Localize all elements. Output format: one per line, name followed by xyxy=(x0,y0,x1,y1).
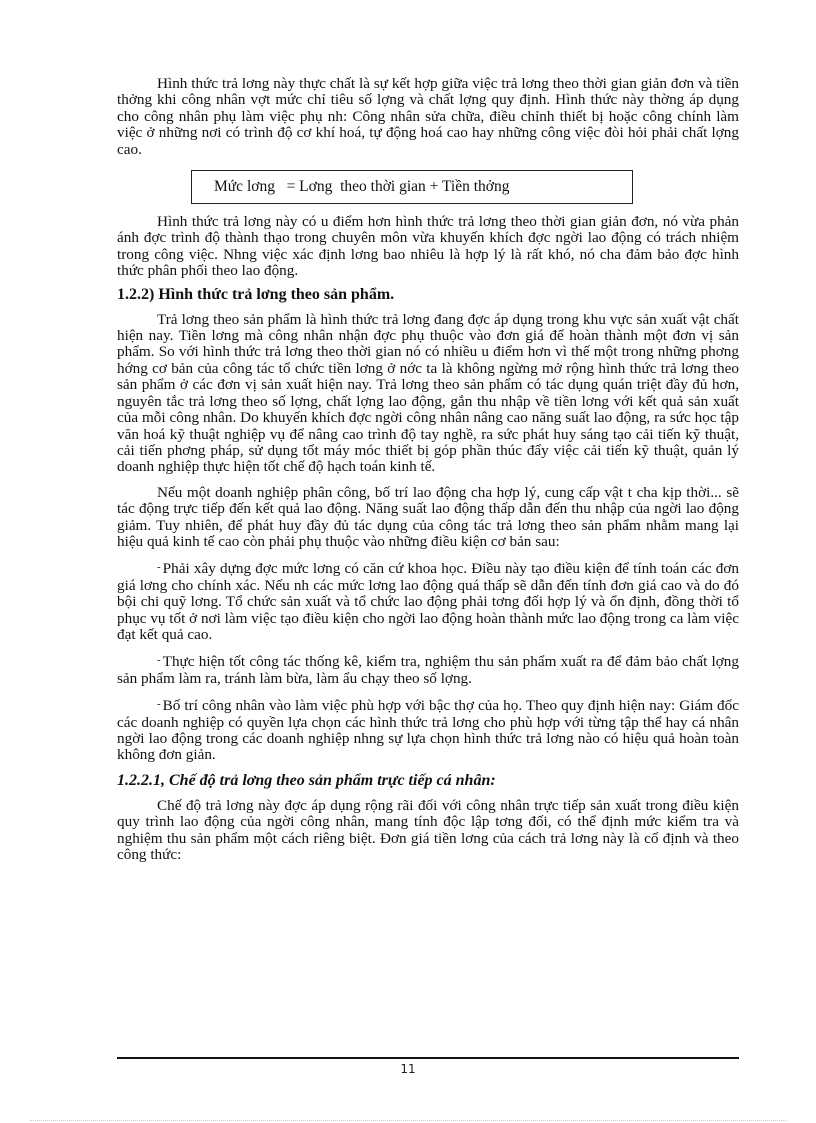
bullet-mark: - xyxy=(157,561,161,574)
paragraph-direct-piece-rate: Chế độ trả lơng này đợc áp dụng rộng rãi đối với công nhân trực tiếp sản xuất trong điều kiện quy trình lao động của ngời công nhân, mang tính độc lập tơng đối, có thể định mức kiểm tra và nghiệm thu sản phẩm một cách riêng biệt. Đơn giá tiền lơng của cách trả lơng này là cố định và theo công thức: xyxy=(117,796,739,864)
footer-divider xyxy=(117,1057,739,1059)
paragraph-advantage: Hình thức trả lơng này có u điểm hơn hình thức trả lơng theo thời gian giản đơn, nó vừa phản ánh đợc trình độ thành thạo trong chuyên môn vừa khuyến khích đợc ngời lao động có trách nhiệm trong công việc. Nhng việc xác định lơng bao nhiêu là hợp lý là rất khó, nó cha đảm bảo đợc hình thức phân phối theo lao động. xyxy=(117,213,739,280)
bullet-text: Bố trí công nhân vào làm việc phù hợp với bậc thợ của họ. Theo quy định hiện nay: Giám đốc các doanh nghiệp có quyền lựa chọn các hình thức trả lơng cho phù hợp với từng tập thể hay cá nhân ngời lao động trong các doanh nghiệp nhng sự lựa chọn hình thức trả lơng nào có hiệu quả hoàn toàn không đơn giản. xyxy=(117,697,739,764)
bullet-text: Thực hiện tốt công tác thống kê, kiểm tra, nghiệm thu sản phẩm xuất ra để đảm bảo chất lợng sản phẩm làm ra, tránh làm bừa, làm ẩu chạy theo số lợng. xyxy=(117,653,739,687)
section-heading-product-wage: 1.2.2) Hình thức trả lơng theo sản phẩm. xyxy=(117,285,395,303)
bullet-item-2 xyxy=(117,652,739,687)
formula-box xyxy=(191,170,633,204)
page-edge-divider xyxy=(30,1120,786,1121)
bullet-mark: - xyxy=(157,698,161,711)
page-number: 11 xyxy=(400,1062,416,1076)
subsection-heading-direct-piece-rate: 1.2.2.1, Chế độ trả lơng theo sản phẩm trực tiếp cá nhân: xyxy=(117,771,496,789)
paragraph-product-wage: Trả lơng theo sản phẩm là hình thức trả lơng đang đợc áp dụng trong khu vực sản xuất vật chất hiện nay. Tiền lơng mà công nhân nhận đợc phụ thuộc vào đơn giá để hoàn thành một đơn vị sản phẩm. So với hình thức trả lơng theo thời gian nó có nhiều u điểm hơn vì thế một trong những phơng hớng cơ bản của công tác tổ chức tiền lơng ở nớc ta là không ngừng mở rộng hình thức trả lơng theo sản phẩm ở các đơn vị sản xuất hiện nay. Trả lơng theo sản phẩm có tác dụng quán triệt đầy đủ hơn, nguyên tắc trả lơng theo số lợng, chất lợng lao động, gắn thu nhập về tiền lơng với kết quả sản xuất của mỗi công nhân. Do khuyến khích đợc ngời công nhân nâng cao năng suất lao động, ra sức học tập văn hoá kỹ thuật nghiệp vụ để nâng cao trình độ tay nghề, ra sức phát huy sáng tạo cải tiến kỹ thuật, cải tiến phơng pháp, sử dụng tốt máy móc thiết bị góp phần thúc đẩy việc cải tiến kỹ thuật, quản lý doanh nghiệp thực hiện tốt chế độ hạch toán kinh tế. xyxy=(117,310,739,476)
bullet-text: Phải xây dựng đợc mức lơng có căn cứ khoa học. Điều này tạo điều kiện để tính toán các đơn giá lơng cho chính xác. Nếu nh các mức lơng lao động quá thấp sẽ dẫn đến tính đơn giá cao và do đó bội chi quỹ lơng. Tổ chức sản xuất và tổ chức lao động phải tơng đối hợp lý và ổn định, đồng thời tổ phục vụ tốt ở nơi làm việc tạo điều kiện cho ngời lao động hoàn thành mức lao động trong ca làm việc đạt kết quả cao. xyxy=(117,560,739,643)
bullet-mark: - xyxy=(157,654,161,667)
bullet-item-1 xyxy=(117,559,739,643)
bullet-item-3 xyxy=(117,696,739,764)
document-body xyxy=(117,76,739,863)
paragraph-conditions: Nếu một doanh nghiệp phân công, bố trí lao động cha hợp lý, cung cấp vật t cha kịp thời... sẽ tác động trực tiếp đến kết quả lao động. Năng suất lao động thấp dẫn đến thu nhập của ngời lao động giảm. Tuy nhiên, để phát huy đầy đủ tác dụng của công tác trả lơng theo sản phẩm nhằm mang lại hiệu quả kinh tế cao còn phải phụ thuộc vào những điều kiện cơ bản sau: xyxy=(117,483,739,550)
formula-text: Mức lơng = Lơng theo thời gian + Tiền thởng xyxy=(214,178,510,196)
paragraph-mixed-wage: Hình thức trả lơng này thực chất là sự kết hợp giữa việc trả lơng theo thời gian giản đơn và tiền thởng khi công nhân vợt mức chỉ tiêu số lợng và chất lợng quy định. Hình thức này thờng áp dụng cho công nhân phụ làm việc phụ nh: Công nhân sửa chữa, điều chỉnh thiết bị hoặc công chính làm việc ở những nơi có trình độ cơ khí hoá, tự động hoá cao hay những công việc đòi hỏi phải chất lợng cao. xyxy=(117,75,739,158)
